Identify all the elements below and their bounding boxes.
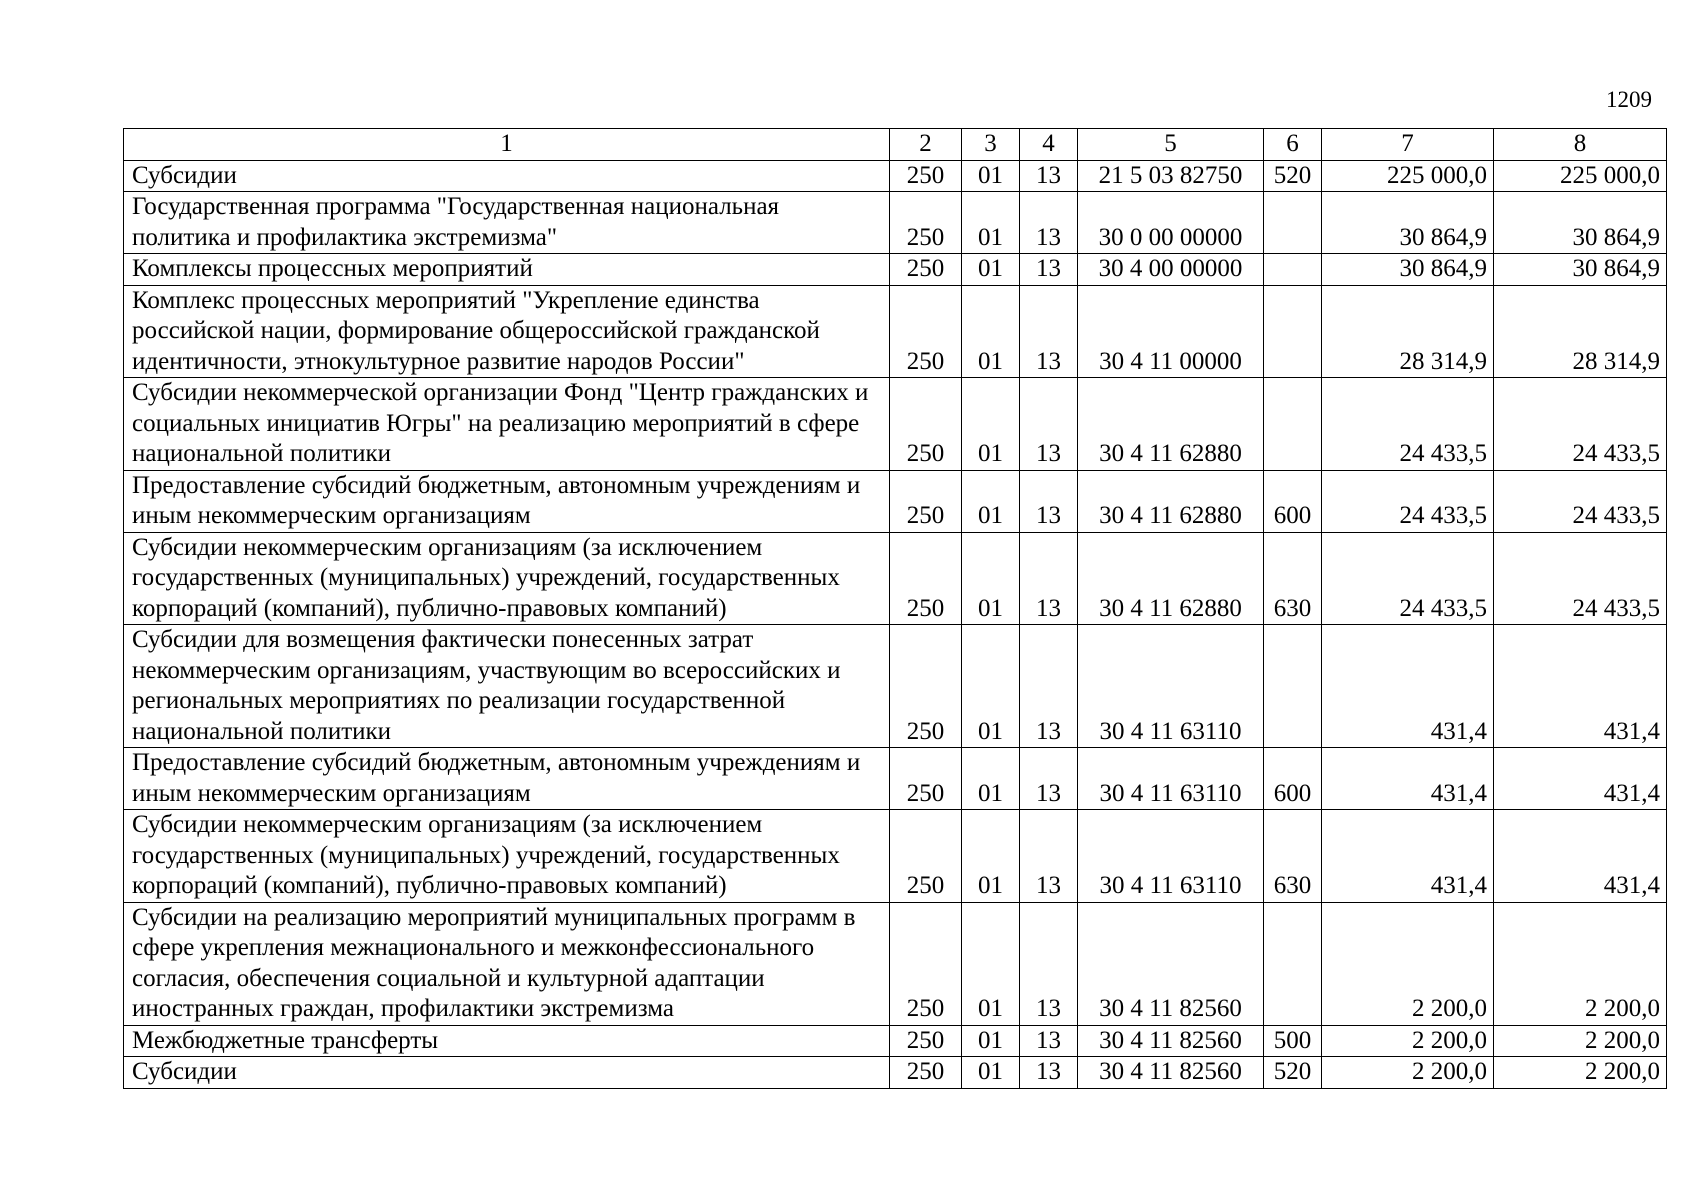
column-header: 6 (1264, 129, 1322, 161)
table-header-row (124, 129, 1667, 161)
cell-amount-8: 2 200,0 (1494, 902, 1667, 1025)
cell-expense-type: 520 (1264, 160, 1322, 192)
cell-code-3: 01 (962, 192, 1020, 254)
cell-expense-type (1264, 902, 1322, 1025)
cell-code-4: 13 (1020, 1057, 1078, 1089)
table-row (124, 1057, 1667, 1089)
cell-code-2: 250 (890, 748, 962, 810)
cell-expense-type: 630 (1264, 810, 1322, 903)
cell-row-label: Межбюджетные трансферты (124, 1025, 890, 1057)
cell-code-3: 01 (962, 285, 1020, 378)
cell-expense-type: 500 (1264, 1025, 1322, 1057)
cell-row-label: Субсидии (124, 1057, 890, 1089)
cell-code-4: 13 (1020, 625, 1078, 748)
cell-expense-type (1264, 285, 1322, 378)
table-row (124, 748, 1667, 810)
cell-amount-7: 30 864,9 (1322, 254, 1494, 286)
cell-code-4: 13 (1020, 378, 1078, 471)
cell-target-code: 30 4 11 63110 (1078, 625, 1264, 748)
cell-code-3: 01 (962, 748, 1020, 810)
cell-code-4: 13 (1020, 192, 1078, 254)
cell-code-2: 250 (890, 625, 962, 748)
cell-expense-type: 600 (1264, 470, 1322, 532)
cell-row-label: Субсидии для возмещения фактически понесенных затрат некоммерческим организациям, участвующим во всероссийских и региональных мероприятиях по реализации государственной национальной политики (124, 625, 890, 748)
cell-code-2: 250 (890, 1057, 962, 1089)
cell-code-3: 01 (962, 378, 1020, 471)
cell-amount-7: 2 200,0 (1322, 1025, 1494, 1057)
cell-code-2: 250 (890, 285, 962, 378)
column-header: 7 (1322, 129, 1494, 161)
cell-amount-7: 28 314,9 (1322, 285, 1494, 378)
cell-amount-8: 2 200,0 (1494, 1057, 1667, 1089)
cell-code-4: 13 (1020, 254, 1078, 286)
cell-code-2: 250 (890, 254, 962, 286)
page-number: 1209 (1606, 87, 1652, 112)
column-header: 4 (1020, 129, 1078, 161)
cell-code-3: 01 (962, 902, 1020, 1025)
cell-row-label: Субсидии (124, 160, 890, 192)
cell-code-4: 13 (1020, 748, 1078, 810)
cell-row-label: Субсидии некоммерческим организациям (за исключением государственных (муниципальных) учреждений, государственных корпораций (компаний), публично-правовых компаний) (124, 532, 890, 625)
cell-code-2: 250 (890, 378, 962, 471)
cell-code-2: 250 (890, 192, 962, 254)
cell-code-4: 13 (1020, 285, 1078, 378)
cell-amount-8: 431,4 (1494, 810, 1667, 903)
cell-row-label: Государственная программа "Государственная национальная политика и профилактика экстремизма" (124, 192, 890, 254)
table-row (124, 902, 1667, 1025)
cell-code-2: 250 (890, 470, 962, 532)
cell-row-label: Комплекс процессных мероприятий "Укрепление единства российской нации, формирование общероссийской гражданской идентичности, этнокультурное развитие народов России" (124, 285, 890, 378)
cell-amount-8: 30 864,9 (1494, 192, 1667, 254)
table-body (124, 160, 1667, 1088)
cell-row-label: Комплексы процессных мероприятий (124, 254, 890, 286)
table-row (124, 532, 1667, 625)
cell-code-3: 01 (962, 1057, 1020, 1089)
cell-expense-type: 630 (1264, 532, 1322, 625)
cell-target-code: 30 4 11 62880 (1078, 378, 1264, 471)
cell-code-2: 250 (890, 1025, 962, 1057)
cell-code-4: 13 (1020, 1025, 1078, 1057)
cell-amount-7: 431,4 (1322, 810, 1494, 903)
cell-amount-7: 431,4 (1322, 625, 1494, 748)
cell-row-label: Субсидии на реализацию мероприятий муниципальных программ в сфере укрепления межнационального и межконфессионального согласия, обеспечения социальной и культурной адаптации иностранных граждан, профилактики экстремизма (124, 902, 890, 1025)
column-header: 8 (1494, 129, 1667, 161)
cell-amount-7: 431,4 (1322, 748, 1494, 810)
table-row (124, 625, 1667, 748)
budget-table (123, 128, 1667, 1089)
table-row (124, 470, 1667, 532)
cell-code-3: 01 (962, 470, 1020, 532)
column-header: 1 (124, 129, 890, 161)
cell-code-4: 13 (1020, 470, 1078, 532)
cell-code-3: 01 (962, 254, 1020, 286)
cell-row-label: Предоставление субсидий бюджетным, автономным учреждениям и иным некоммерческим организациям (124, 470, 890, 532)
cell-target-code: 30 4 11 62880 (1078, 532, 1264, 625)
cell-expense-type: 520 (1264, 1057, 1322, 1089)
column-header: 5 (1078, 129, 1264, 161)
cell-code-3: 01 (962, 1025, 1020, 1057)
cell-target-code: 30 4 11 00000 (1078, 285, 1264, 378)
cell-target-code: 30 4 11 82560 (1078, 1057, 1264, 1089)
column-header: 2 (890, 129, 962, 161)
cell-target-code: 30 4 11 63110 (1078, 810, 1264, 903)
cell-code-2: 250 (890, 532, 962, 625)
cell-code-2: 250 (890, 902, 962, 1025)
cell-code-3: 01 (962, 532, 1020, 625)
cell-amount-7: 30 864,9 (1322, 192, 1494, 254)
cell-target-code: 30 4 11 63110 (1078, 748, 1264, 810)
cell-target-code: 30 4 11 82560 (1078, 902, 1264, 1025)
cell-amount-8: 2 200,0 (1494, 1025, 1667, 1057)
cell-amount-7: 2 200,0 (1322, 902, 1494, 1025)
cell-amount-7: 2 200,0 (1322, 1057, 1494, 1089)
cell-code-4: 13 (1020, 160, 1078, 192)
cell-expense-type (1264, 254, 1322, 286)
cell-code-2: 250 (890, 810, 962, 903)
table-row (124, 1025, 1667, 1057)
cell-amount-8: 24 433,5 (1494, 378, 1667, 471)
cell-expense-type: 600 (1264, 748, 1322, 810)
cell-row-label: Субсидии некоммерческим организациям (за исключением государственных (муниципальных) учреждений, государственных корпораций (компаний), публично-правовых компаний) (124, 810, 890, 903)
cell-amount-8: 431,4 (1494, 748, 1667, 810)
cell-code-4: 13 (1020, 810, 1078, 903)
cell-row-label: Предоставление субсидий бюджетным, автономным учреждениям и иным некоммерческим организациям (124, 748, 890, 810)
cell-row-label: Субсидии некоммерческой организации Фонд "Центр гражданских и социальных инициатив Югры" на реализацию мероприятий в сфере национальной политики (124, 378, 890, 471)
cell-amount-8: 30 864,9 (1494, 254, 1667, 286)
cell-code-4: 13 (1020, 902, 1078, 1025)
cell-code-3: 01 (962, 810, 1020, 903)
table-row (124, 160, 1667, 192)
cell-expense-type (1264, 378, 1322, 471)
cell-code-4: 13 (1020, 532, 1078, 625)
table-row (124, 810, 1667, 903)
cell-amount-7: 24 433,5 (1322, 378, 1494, 471)
cell-code-3: 01 (962, 625, 1020, 748)
cell-expense-type (1264, 625, 1322, 748)
cell-expense-type (1264, 192, 1322, 254)
cell-amount-8: 225 000,0 (1494, 160, 1667, 192)
table-row (124, 378, 1667, 471)
cell-target-code: 30 4 00 00000 (1078, 254, 1264, 286)
cell-amount-7: 24 433,5 (1322, 470, 1494, 532)
table-row (124, 285, 1667, 378)
cell-amount-7: 24 433,5 (1322, 532, 1494, 625)
cell-amount-8: 24 433,5 (1494, 532, 1667, 625)
cell-target-code: 21 5 03 82750 (1078, 160, 1264, 192)
cell-target-code: 30 0 00 00000 (1078, 192, 1264, 254)
column-header: 3 (962, 129, 1020, 161)
cell-code-2: 250 (890, 160, 962, 192)
cell-target-code: 30 4 11 82560 (1078, 1025, 1264, 1057)
cell-target-code: 30 4 11 62880 (1078, 470, 1264, 532)
table-row (124, 254, 1667, 286)
cell-code-3: 01 (962, 160, 1020, 192)
cell-amount-7: 225 000,0 (1322, 160, 1494, 192)
cell-amount-8: 24 433,5 (1494, 470, 1667, 532)
cell-amount-8: 28 314,9 (1494, 285, 1667, 378)
cell-amount-8: 431,4 (1494, 625, 1667, 748)
table-row (124, 192, 1667, 254)
